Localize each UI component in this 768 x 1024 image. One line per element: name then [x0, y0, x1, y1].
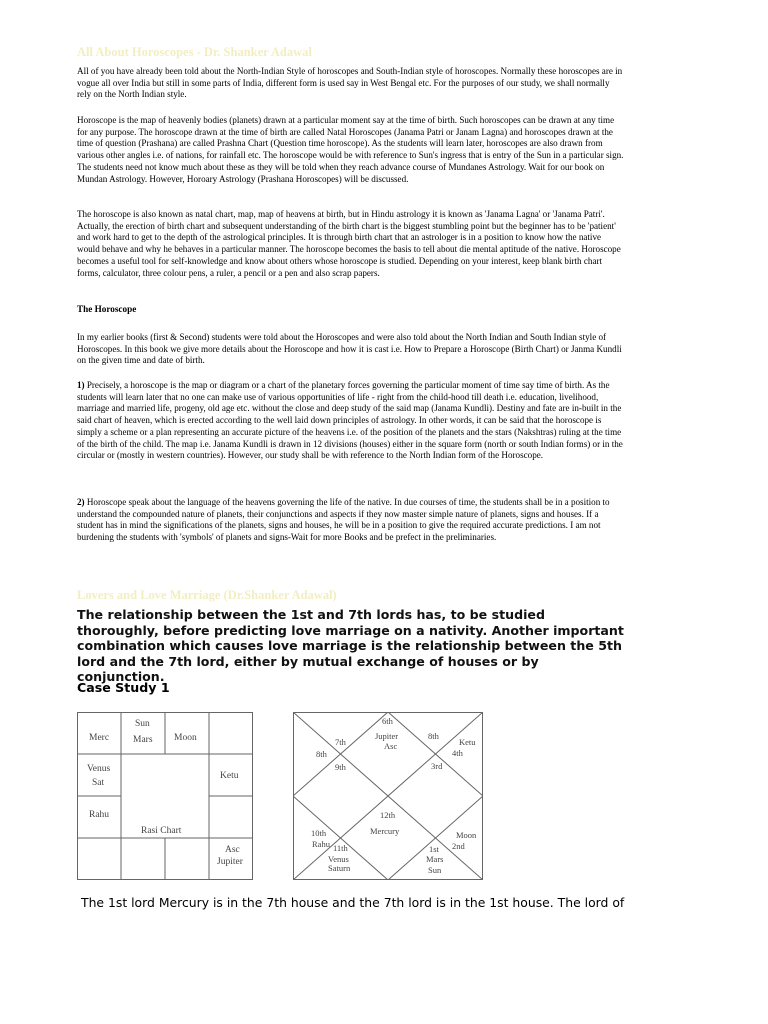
nc-9th: 9th [335, 762, 346, 772]
point-1 [77, 380, 625, 462]
nc-mercury: Mercury [370, 826, 400, 836]
case-study-explanation: The 1st lord Mercury is in the 7th house and the 7th lord is in the 1st house. The lord of [81, 895, 625, 910]
nc-10th: 10th [311, 828, 327, 838]
paragraph-1: All of you have already been told about the North-Indian Style of horoscopes and South-Indian style of horoscopes. Normally these horoscopes are in vogue all over India but still in some parts of India, different form is used say in West Bengal etc. For the purposes of our study, we shall normally rely on the North Indian style. [77, 66, 623, 100]
rasi-ketu: Ketu [220, 771, 239, 781]
rasi-chart [77, 712, 253, 880]
nc-11th: 11th [333, 843, 348, 853]
nc-asc: Asc [384, 741, 398, 751]
rasi-merc: Merc [89, 733, 110, 743]
rasi-rahu: Rahu [89, 810, 110, 820]
nc-1st: 1st [429, 844, 439, 854]
rasi-asc: Asc [225, 845, 240, 855]
nc-venus: Venus [328, 854, 349, 864]
rasi-venus: Venus [87, 764, 111, 774]
case-study-title: Case Study 1 [77, 680, 170, 695]
rasi-sat: Sat [92, 778, 105, 788]
point-1-text: Precisely, a horoscope is the map or diagram or a chart of the planetary forces governing the particular moment of time say time of birth. As the students will learn later that no one can make use of various opportunities of life - right from the child-hood till death i.e. education, livelihood, marriage and married life, progeny, old age etc. without the close and deep study of the said map (Janama Kundli). Destiny and fate are in-built in the said chart of heaven, which is erected according to the well laid down principles of astrology. In other words, it can be said that the horoscope is simply a scheme or a plan representing an accurate picture of the heavens i.e. of the position of the planets and the stars (Nakshtras) ruling at the time of the birth of the child. The map i.e. Janama Kundli is drawn in 12 divisions (houses) either in the square form (north or south Indian forms) or in the circular or (mostly in western countries). However, our study shall be with reference to the North Indian form of the Horoscope. [77, 380, 623, 461]
nc-8th-right: 8th [428, 731, 439, 741]
nc-2nd: 2nd [452, 841, 465, 851]
nc-6th: 6th [382, 716, 393, 726]
nc-rahu: Rahu [312, 839, 330, 849]
point-2 [77, 497, 625, 544]
nc-sun: Sun [428, 865, 442, 875]
nc-8th-left: 8th [316, 749, 327, 759]
heading-the-horoscope: The Horoscope [77, 304, 137, 314]
nc-12th: 12th [380, 810, 396, 820]
rasi-moon: Moon [174, 733, 197, 743]
nc-4th: 4th [452, 748, 463, 758]
point-2-number: 2) [77, 497, 85, 507]
rasi-chart-label: Rasi Chart [141, 826, 182, 836]
nc-3rd: 3rd [431, 761, 443, 771]
love-marriage-intro: The relationship between the 1st and 7th lords has, to be studied thoroughly, before predicting love marriage on a nativity. Another important combination which causes love marriage is the relationship between the 5th lord and the 7th lord, either by mutual exchange of houses or by conjunction. [77, 607, 624, 684]
paragraph-2: Horoscope is the map of heavenly bodies (planets) drawn at a particular moment say at the time of birth. Such horoscopes can be drawn at any time for any purpose. The horoscope drawn at the time of birth are called Natal Horoscopes (Janama Patri or Janam Lagna) and horoscopes drawn at the time of question (Prashana) are called Prashna Chart (Question time horoscope). As the students will learn later, horoscopes are also drawn from various other angles i.e. of nations, for rainfall etc. The horoscope would be with reference to Sun's ingress that is entry of the Sun in a particular sign. The students need not know much about these as they will be told when they reach advance course of Mundanes Astrology. Wait for our book on Mundan Astrology. However, Horoary Astrology (Prashana Horoscopes) will be discussed. [77, 115, 624, 184]
nc-jupiter: Jupiter [375, 731, 399, 741]
point-1-number: 1) [77, 380, 85, 390]
paragraph-4: In my earlier books (first & Second) students were told about the Horoscopes and were also told about the North Indian and South Indian style of Horoscopes. In this book we give more details about the Horoscope and how it is cast i.e. How to Prepare a Horoscope (Birth Chart) or Janma Kundli on the given time and date of birth. [77, 332, 622, 366]
nc-moon: Moon [456, 830, 477, 840]
rasi-jupiter: Jupiter [217, 857, 243, 867]
rasi-mars: Mars [133, 735, 153, 745]
point-2-text: Horoscope speak about the language of the heavens governing the life of the native. In due courses of time, the students shall be in a position to understand the compounded nature of planets, their conjunctions and aspects if they now master simple nature of planets, signs and houses. If a student has in mind the significations of the planets, signs and houses, he will be in a position to give the required accurate predictions. I am not burdening the students with 'symbols' of planets and signs-Wait for more Books and be prefect in the preliminaries. [77, 497, 610, 543]
section-title-love-marriage: Lovers and Love Marriage (Dr.Shanker Adawal) [77, 588, 337, 602]
rasi-sun: Sun [135, 719, 150, 729]
paragraph-3: The horoscope is also known as natal chart, map, map of heavens at birth, but in Hindu astrology it is known as 'Janama Lagna' or 'Janama Patri'. Actually, the erection of birth chart and subsequent understanding of the birth chart is the biggest stumbling point but the beginner has to be 'patient' and work hard to get to the depth of the astrological principles. It is through birth chart that an astrologer is in a position to know how the native would behave and why he behaves in a particular manner. The horoscope becomes the basis to tell about die mental aptitude of the native. Horoscope becomes a useful tool for self-knowledge and know about others whose horoscope is studied. Depending on your interest, keep blank birth chart forms, calculator, three colour pens, a ruler, a pencil or a pen and also scrap papers. [77, 209, 621, 278]
nc-7th: 7th [335, 737, 346, 747]
nc-mars: Mars [426, 854, 444, 864]
section-title-horoscopes: All About Horoscopes - Dr. Shanker Adawal [77, 45, 312, 59]
north-indian-chart [293, 712, 483, 880]
nc-ketu: Ketu [459, 737, 476, 747]
nc-saturn: Saturn [328, 863, 351, 873]
